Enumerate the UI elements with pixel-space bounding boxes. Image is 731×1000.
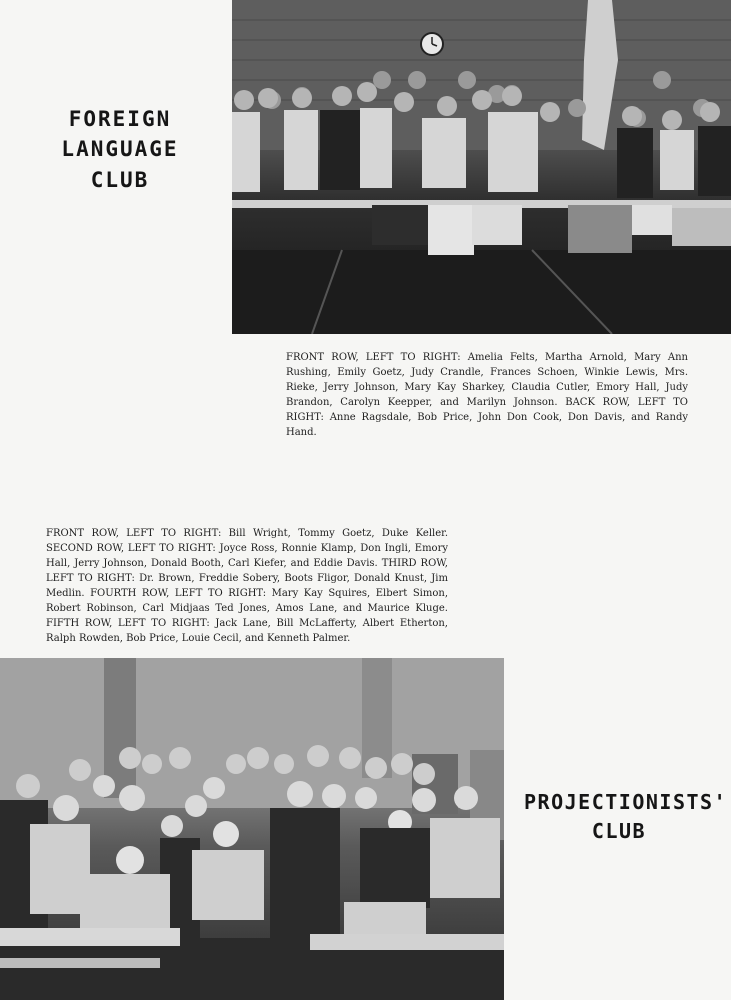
- projectionists-club-title: [524, 788, 728, 846]
- foreign-language-club-caption: FRONT ROW, LEFT TO RIGHT: Amelia Felts, Martha Arnold, Mary Ann Rushing, Emily Goetz, Judy Crandle, Frances Schoen, Winkie Lewis, Mrs. Rieke, Jerry Johnson, Mary Kay Sharkey, Claudia Cutler, Emory Hall, Judy Brandon, Carolyn Keepper, and Marilyn Johnson. BACK ROW, LEFT TO RIGHT: Anne Ragsdale, Bob Price, John Don Cook, Don Davis, and Randy Hand.: [286, 352, 688, 438]
- foreign-language-club-photo: [232, 0, 731, 334]
- foreign-language-club-title: [50, 104, 190, 195]
- group-photo-illustration: [0, 658, 504, 1000]
- projectionists-club-caption: FRONT ROW, LEFT TO RIGHT: Bill Wright, Tommy Goetz, Duke Keller. SECOND ROW, LEFT TO RIGHT: Joyce Ross, Ronnie Klamp, Don Ingli, Emory Hall, Jerry Johnson, Donald Booth, Carl Kiefer, and Eddie Davis. THIRD ROW, LEFT TO RIGHT: Dr. Brown, Freddie Sobery, Boots Fligor, Donald Knust, Jim Medlin. FOURTH ROW, LEFT TO RIGHT: Mary Kay Squires, Elbert Simon, Robert Robinson, Carl Midjaas Ted Jones, Amos Lane, and Maurice Kluge. FIFTH ROW, LEFT TO RIGHT: Jack Lane, Bill McLafferty, Albert Etherton, Ralph Rowden, Bob Price, Louie Cecil, and Kenneth Palmer.: [46, 528, 448, 644]
- title-line: LANGUAGE: [61, 137, 179, 162]
- projectionists-club-photo: [0, 658, 504, 1000]
- title-line: CLUB: [591, 819, 647, 843]
- title-line: CLUB: [90, 167, 150, 192]
- title-line: FOREIGN: [68, 107, 172, 131]
- group-photo-illustration: [232, 0, 731, 334]
- title-line: PROJECTIONISTS': [524, 790, 728, 814]
